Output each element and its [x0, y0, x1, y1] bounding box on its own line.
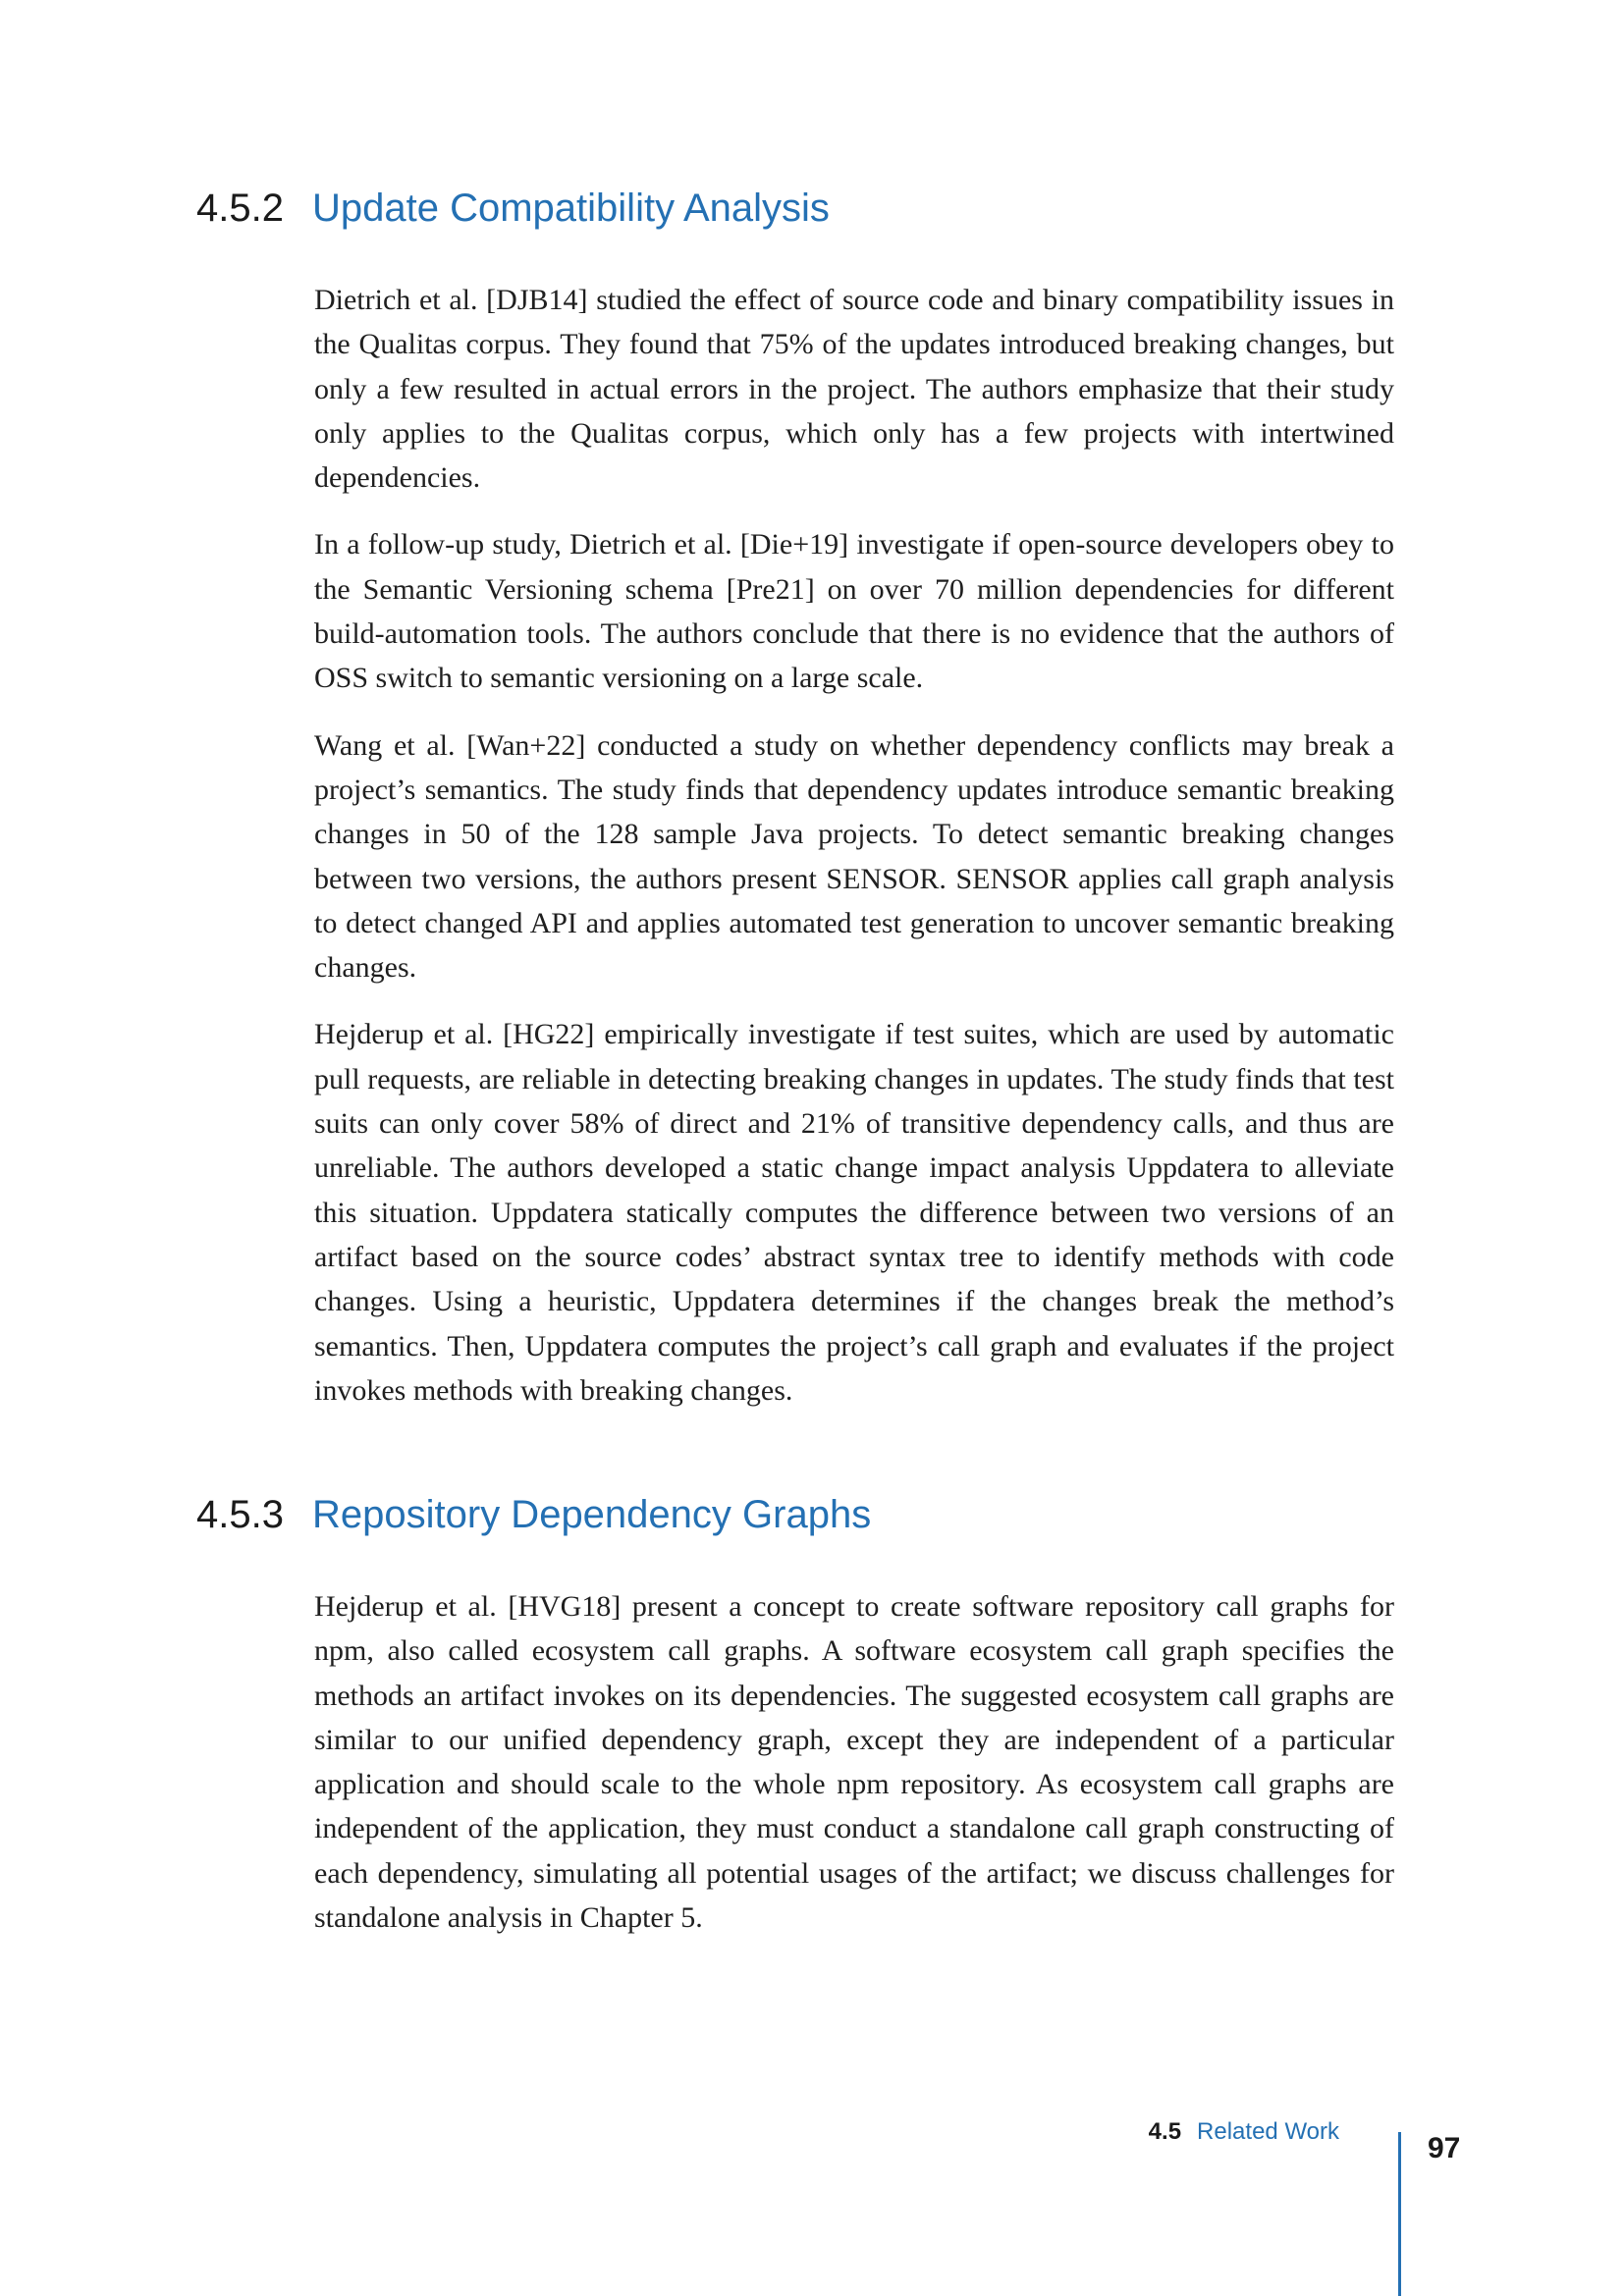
paragraph: Wang et al. [Wan+22] conducted a study on whether dependency conflicts may break a project’s semantics. The study finds that dependency updates introduce semantic breaking changes in 50 of the 128 sample Java projects. To detect semantic breaking changes between two versions, the authors present SENSOR. SENSOR applies call graph analysis to detect changed API and applies automated test generation to uncover semantic breaking changes.	[314, 728, 1394, 985]
paragraph: Hejderup et al. [HG22] empirically investigate if test suites, which are used by automatic pull requests, are reliable in detecting breaking changes in updates. The study finds that test suits can only cover 58% of direct and 21% of transitive dependency calls, and thus are unreliable. The authors developed a static change impact analysis Uppdatera to alleviate this situation. Uppdatera statically computes the difference between two versions of an artifact based on the source codes’ abstract syntax tree to identify methods with code changes. Using a heuristic, Uppdatera determines if the changes break the method’s semantics. Then, Uppdatera computes the project’s call graph and evaluates if the project invokes methods with breaking changes.	[314, 1018, 1394, 1407]
section-heading-repository-dependency-graphs	[196, 1495, 871, 1534]
paragraph: Hejderup et al. [HVG18] present a concept to create software repository call graphs for npm, also called ecosystem call graphs. A software ecosystem call graph specifies the methods an artifact invokes on its dependencies. The suggested ecosystem call graphs are similar to our unified dependency graph, except they are independent of a particular application and should scale to the whole npm repository. As ecosystem call graphs are independent of the application, they must conduct a standalone call graph constructing of each dependency, simulating all potential usages of the artifact; we discuss challenges for standalone analysis in Chapter 5.	[314, 1590, 1394, 1935]
footer-section-number: 4.5	[1148, 2118, 1182, 2145]
paragraph: Dietrich et al. [DJB14] studied the effect of source code and binary compatibility issues in the Qualitas corpus. They found that 75% of the updates introduced breaking changes, but only a few resulted in actual errors in the project. The authors emphasize that their study only applies to the Qualitas corpus, which only has a few projects with intertwined dependencies.	[314, 284, 1394, 495]
section-body-repository-dependency-graphs	[314, 1584, 1394, 1940]
running-footer	[1149, 2118, 1339, 2146]
paragraph: In a follow-up study, Dietrich et al. [Die+19] investigate if open-source developers obey to the Semantic Versioning schema [Pre21] on over 70 million dependencies for different build-automation tools. The authors conclude that there is no evidence that the authors of OSS switch to semantic versioning on a large scale.	[314, 528, 1394, 695]
section-number: 4.5.3	[196, 1493, 284, 1536]
section-body-update-compatibility	[314, 278, 1394, 1413]
section-number: 4.5.2	[196, 187, 284, 230]
section-title: Update Compatibility Analysis	[312, 187, 830, 230]
page-number: 97	[1428, 2132, 1461, 2164]
page-footer	[0, 2110, 1624, 2150]
section-title: Repository Dependency Graphs	[312, 1493, 872, 1536]
section-heading-update-compatibility	[196, 188, 830, 228]
footer-section-title: Related Work	[1197, 2118, 1339, 2145]
footer-divider	[1398, 2132, 1401, 2296]
